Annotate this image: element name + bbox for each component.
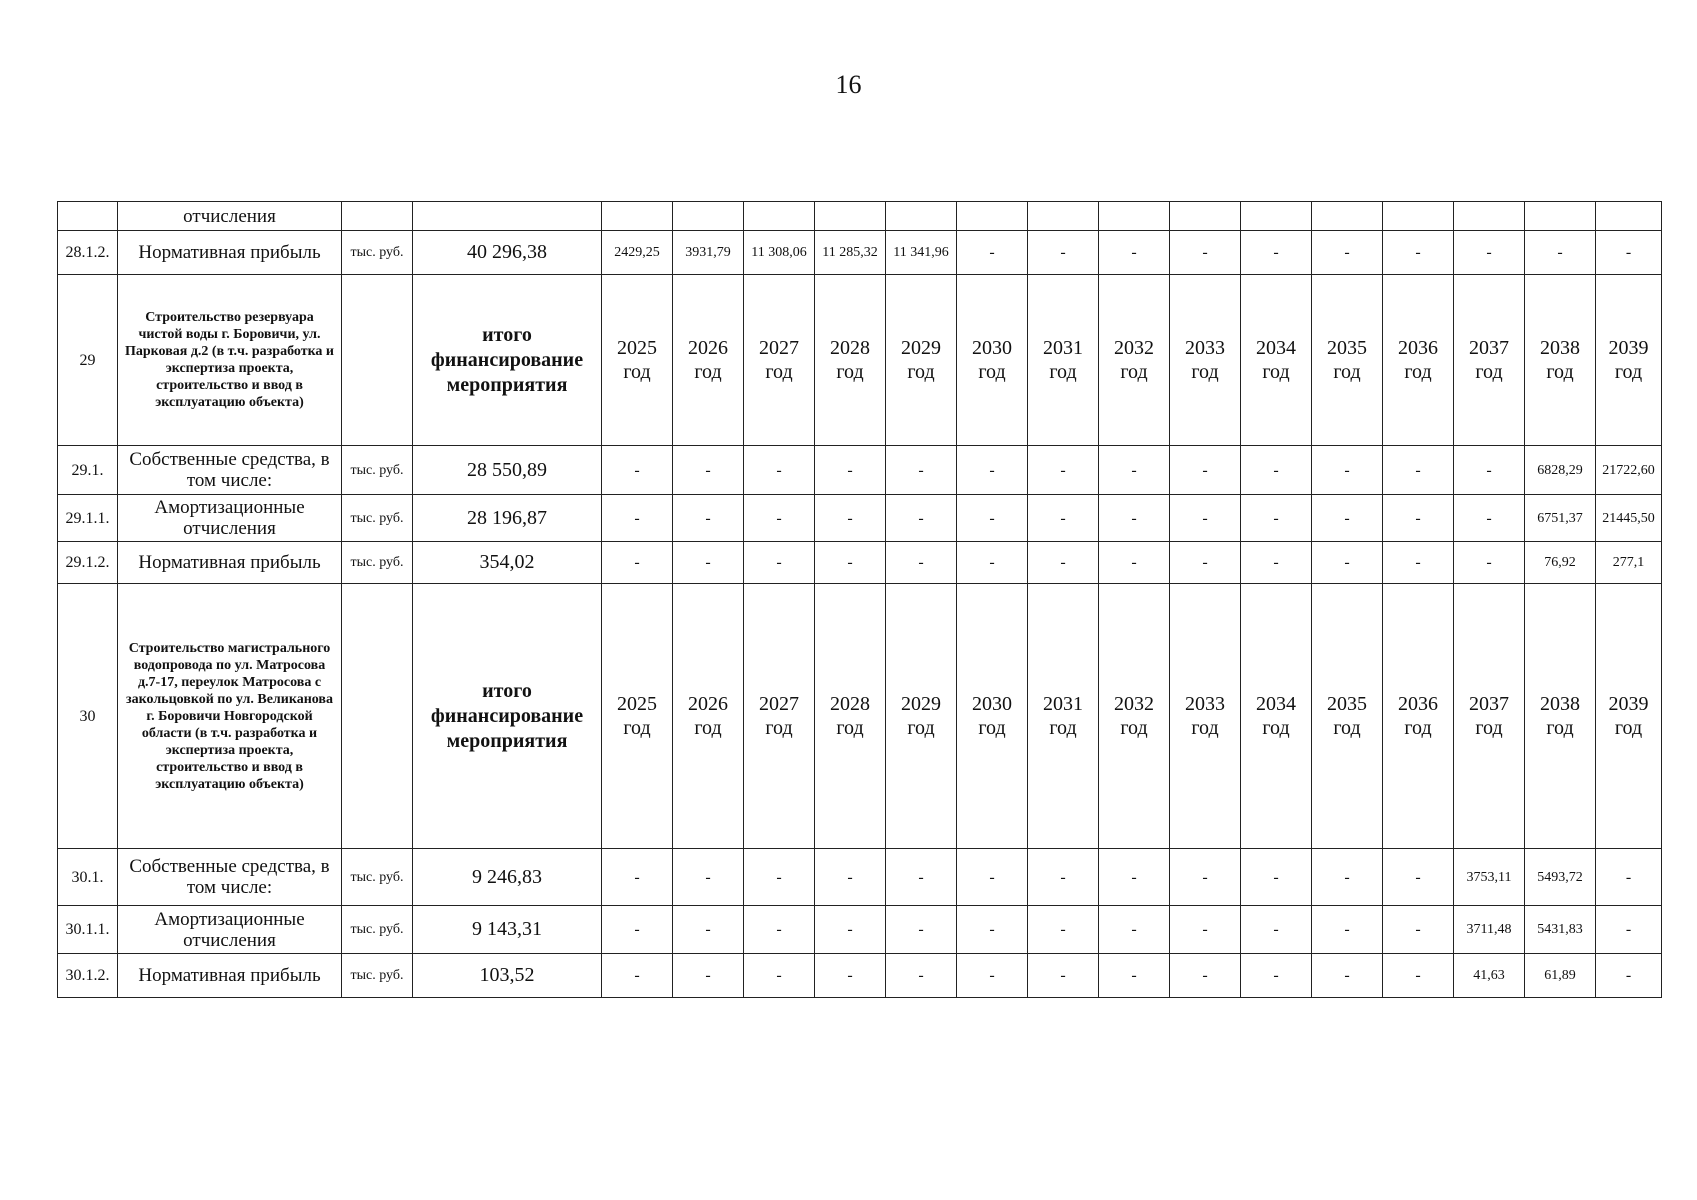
year-value: -	[1383, 906, 1454, 954]
unit-cell: тыс. руб.	[342, 231, 413, 275]
year-value: -	[1383, 849, 1454, 906]
year-value: 3931,79	[673, 231, 744, 275]
year-value: -	[744, 495, 815, 542]
row-name: Амортизационные отчисления	[118, 495, 342, 542]
table-row	[58, 849, 1662, 906]
year-value: 41,63	[1454, 954, 1525, 998]
year-value: -	[886, 542, 957, 584]
year-value: -	[1312, 954, 1383, 998]
year-value: -	[886, 954, 957, 998]
year-value: -	[744, 906, 815, 954]
year-value: -	[1170, 906, 1241, 954]
year-header: 2035 год	[1312, 584, 1383, 849]
year-value: 11 285,32	[815, 231, 886, 275]
row-number: 29.1.2.	[58, 542, 118, 584]
table-row	[58, 495, 1662, 542]
page-number: 16	[835, 70, 862, 99]
year-value: -	[1241, 954, 1312, 998]
year-value: -	[673, 542, 744, 584]
year-value: -	[673, 495, 744, 542]
year-header: 2031 год	[1028, 584, 1099, 849]
year-value: -	[1099, 446, 1170, 495]
row-name: Нормативная прибыль	[118, 231, 342, 275]
row-name: Амортизационные отчисления	[118, 906, 342, 954]
row-name: Нормативная прибыль	[118, 954, 342, 998]
year-value: 6828,29	[1525, 446, 1596, 495]
year-value: 5431,83	[1525, 906, 1596, 954]
total-value: 354,02	[413, 542, 602, 584]
year-value: -	[1170, 954, 1241, 998]
year-header: 2028 год	[815, 584, 886, 849]
year-value: -	[744, 954, 815, 998]
unit-cell	[342, 584, 413, 849]
year-value: -	[815, 542, 886, 584]
total-value: 28 550,89	[413, 446, 602, 495]
year-value: -	[1028, 542, 1099, 584]
year-value: -	[1028, 231, 1099, 275]
year-value: -	[1312, 231, 1383, 275]
year-value: -	[1596, 906, 1662, 954]
year-value: -	[1596, 954, 1662, 998]
year-value: -	[1383, 542, 1454, 584]
year-value: 11 341,96	[886, 231, 957, 275]
year-value: -	[815, 906, 886, 954]
year-value: -	[1596, 849, 1662, 906]
year-value: 3753,11	[1454, 849, 1525, 906]
unit-cell: тыс. руб.	[342, 954, 413, 998]
year-header: 2039 год	[1596, 584, 1662, 849]
year-value: 5493,72	[1525, 849, 1596, 906]
year-header: 2029 год	[886, 584, 957, 849]
year-header: 2027 год	[744, 275, 815, 446]
year-value: -	[957, 954, 1028, 998]
row-number: 29	[58, 275, 118, 446]
row-name: Собственные средства, в том числе:	[118, 446, 342, 495]
year-value: -	[1241, 849, 1312, 906]
year-value: -	[1241, 495, 1312, 542]
year-header: 2036 год	[1383, 275, 1454, 446]
year-value: -	[1241, 906, 1312, 954]
year-header: 2037 год	[1454, 584, 1525, 849]
year-value: -	[1312, 849, 1383, 906]
year-value: 2429,25	[602, 231, 673, 275]
unit-cell: тыс. руб.	[342, 542, 413, 584]
year-value: -	[1170, 495, 1241, 542]
year-value: 21445,50	[1596, 495, 1662, 542]
year-value: -	[1099, 495, 1170, 542]
year-value: -	[673, 906, 744, 954]
table-row	[58, 275, 1662, 446]
total-value: 103,52	[413, 954, 602, 998]
year-header: 2032 год	[1099, 275, 1170, 446]
table-row	[58, 584, 1662, 849]
year-value: 61,89	[1525, 954, 1596, 998]
year-value: -	[1383, 954, 1454, 998]
row-name: отчисления	[118, 202, 342, 231]
year-value: -	[1241, 542, 1312, 584]
year-value: -	[1596, 231, 1662, 275]
year-value: -	[886, 495, 957, 542]
total-value: 40 296,38	[413, 231, 602, 275]
year-header: 2025 год	[602, 584, 673, 849]
year-header: 2025 год	[602, 275, 673, 446]
year-header: 2035 год	[1312, 275, 1383, 446]
year-header: 2038 год	[1525, 584, 1596, 849]
year-value: -	[1099, 906, 1170, 954]
year-value: 76,92	[1525, 542, 1596, 584]
year-value: -	[673, 446, 744, 495]
year-value: -	[1099, 849, 1170, 906]
year-value: -	[602, 849, 673, 906]
total-value: 9 143,31	[413, 906, 602, 954]
year-header: 2038 год	[1525, 275, 1596, 446]
year-value: -	[1383, 231, 1454, 275]
year-value: -	[1028, 954, 1099, 998]
year-value: -	[673, 954, 744, 998]
row-number: 29.1.1.	[58, 495, 118, 542]
year-header: 2029 год	[886, 275, 957, 446]
year-value: -	[815, 954, 886, 998]
year-value: -	[957, 849, 1028, 906]
row-number: 30.1.	[58, 849, 118, 906]
total-value: 9 246,83	[413, 849, 602, 906]
year-value: -	[602, 495, 673, 542]
year-value: -	[1099, 954, 1170, 998]
year-header: 2036 год	[1383, 584, 1454, 849]
year-header: 2037 год	[1454, 275, 1525, 446]
unit-cell: тыс. руб.	[342, 495, 413, 542]
year-header: 2033 год	[1170, 584, 1241, 849]
year-value: -	[957, 542, 1028, 584]
year-value: -	[886, 849, 957, 906]
year-value: -	[602, 446, 673, 495]
year-value: -	[1170, 849, 1241, 906]
total-header: итого финансирование мероприятия	[413, 584, 602, 849]
year-value: -	[1454, 542, 1525, 584]
year-header: 2034 год	[1241, 275, 1312, 446]
row-number: 28.1.2.	[58, 231, 118, 275]
year-value: 6751,37	[1525, 495, 1596, 542]
total-value: 28 196,87	[413, 495, 602, 542]
row-number: 29.1.	[58, 446, 118, 495]
table-row	[58, 906, 1662, 954]
year-header: 2030 год	[957, 275, 1028, 446]
year-value: 11 308,06	[744, 231, 815, 275]
total-header: итого финансирование мероприятия	[413, 275, 602, 446]
table-row	[58, 231, 1662, 275]
year-value: -	[815, 446, 886, 495]
year-value: -	[1028, 495, 1099, 542]
year-value: -	[1170, 542, 1241, 584]
year-header: 2039 год	[1596, 275, 1662, 446]
year-value: -	[744, 849, 815, 906]
table-row	[58, 542, 1662, 584]
year-value: -	[1170, 231, 1241, 275]
year-value: -	[957, 906, 1028, 954]
row-number: 30.1.2.	[58, 954, 118, 998]
project-title: Строительство резервуара чистой воды г. Боровичи, ул. Парковая д.2 (в т.ч. разработка и экспертиза проекта, строительство и ввод в эксплуатацию объекта)	[118, 275, 342, 446]
year-value: -	[744, 446, 815, 495]
year-value: -	[1028, 446, 1099, 495]
year-value: -	[1099, 231, 1170, 275]
table-row	[58, 202, 1662, 231]
year-value: -	[1312, 906, 1383, 954]
year-value: -	[602, 542, 673, 584]
table-row	[58, 446, 1662, 495]
year-value: -	[957, 231, 1028, 275]
year-value: -	[1099, 542, 1170, 584]
year-value: -	[957, 446, 1028, 495]
year-value: -	[602, 954, 673, 998]
year-header: 2033 год	[1170, 275, 1241, 446]
year-value: -	[1312, 446, 1383, 495]
year-value: -	[1241, 231, 1312, 275]
row-number: 30.1.1.	[58, 906, 118, 954]
year-header: 2027 год	[744, 584, 815, 849]
year-header: 2034 год	[1241, 584, 1312, 849]
row-number: 30	[58, 584, 118, 849]
year-value: -	[1312, 542, 1383, 584]
year-value: 21722,60	[1596, 446, 1662, 495]
row-name: Нормативная прибыль	[118, 542, 342, 584]
year-value: -	[1170, 446, 1241, 495]
year-value: -	[957, 495, 1028, 542]
year-value: -	[815, 849, 886, 906]
year-header: 2028 год	[815, 275, 886, 446]
financing-table	[57, 201, 1662, 998]
unit-cell: тыс. руб.	[342, 849, 413, 906]
year-header: 2032 год	[1099, 584, 1170, 849]
year-value: -	[1383, 446, 1454, 495]
year-value: -	[602, 906, 673, 954]
year-value: 3711,48	[1454, 906, 1525, 954]
year-value: -	[1028, 849, 1099, 906]
year-value: 277,1	[1596, 542, 1662, 584]
unit-cell: тыс. руб.	[342, 446, 413, 495]
project-title: Строительство магистрального водопровода по ул. Матросова д.7-17, переулок Матросова с закольцовкой по ул. Великанова г. Боровичи Новгородской области (в т.ч. разработка и экспертиза проекта, строительство и ввод в эксплуатацию объекта)	[118, 584, 342, 849]
year-value: -	[1241, 446, 1312, 495]
unit-cell	[342, 275, 413, 446]
year-value: -	[1383, 495, 1454, 542]
year-header: 2026 год	[673, 275, 744, 446]
year-value: -	[886, 446, 957, 495]
year-header: 2026 год	[673, 584, 744, 849]
year-value: -	[1028, 906, 1099, 954]
year-value: -	[1525, 231, 1596, 275]
unit-cell: тыс. руб.	[342, 906, 413, 954]
year-header: 2031 год	[1028, 275, 1099, 446]
row-name: Собственные средства, в том числе:	[118, 849, 342, 906]
year-value: -	[1454, 495, 1525, 542]
table-row	[58, 954, 1662, 998]
year-value: -	[1454, 231, 1525, 275]
year-value: -	[886, 906, 957, 954]
year-header: 2030 год	[957, 584, 1028, 849]
year-value: -	[673, 849, 744, 906]
year-value: -	[815, 495, 886, 542]
year-value: -	[1312, 495, 1383, 542]
year-value: -	[1454, 446, 1525, 495]
year-value: -	[744, 542, 815, 584]
